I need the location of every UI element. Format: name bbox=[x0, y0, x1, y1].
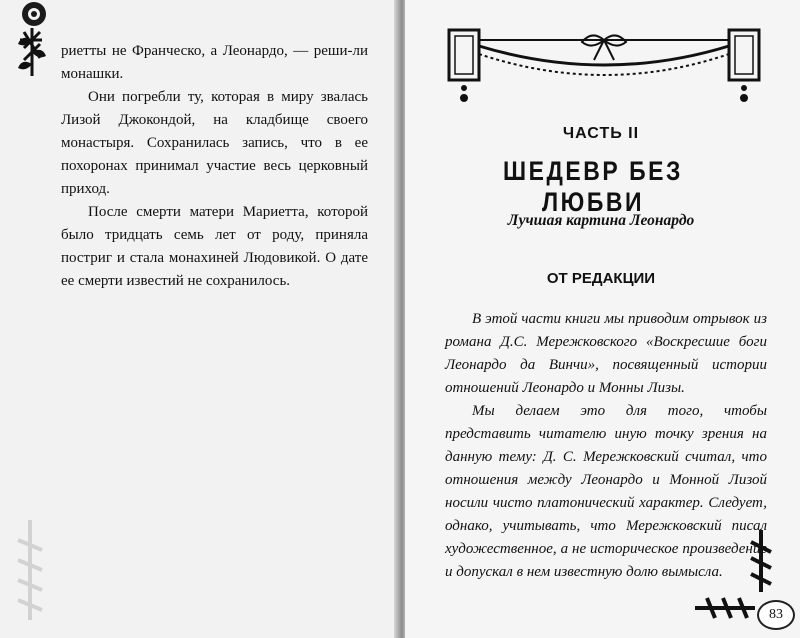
fern-ghost-icon bbox=[10, 520, 50, 620]
page-number: 83 bbox=[757, 600, 795, 630]
ribbon-garland-icon bbox=[445, 26, 763, 116]
left-paragraph: После смерти матери Мариетта, которой было тридцать семь лет от роду, приняла постриг и стала монахиней Людовикой. О дате ее смерти известий не сохранилось. bbox=[61, 204, 368, 289]
left-page-text bbox=[61, 40, 368, 293]
right-paragraph: Мы делаем это для того, чтобы представить читателю иную точку зрения на данную тему: Д. С. Мережковский считал, что отношения между Леонардо и Монной Лизой носили чисто платонический характер. Следует, однако, учитывать, что Мережковский писал художественное, а не историческое произведение и допускал в нем известную долю вымысла. bbox=[445, 403, 767, 580]
right-paragraph: В этой части книги мы приводим отрывок из романа Д.С. Мережковского «Воскресшие боги Леонардо да Винчи», посвященный истории отношений Леонардо и Монны Лизы. bbox=[445, 311, 767, 396]
chapter-subtitle: Лучшая картина Леонардо bbox=[507, 212, 695, 229]
chapter-title: ШЕДЕВР БЕЗ ЛЮБВИ bbox=[503, 156, 683, 217]
left-paragraph: Они погребли ту, которая в миру звалась Лизой Джокондой, на кладбище своего монастыря. Сохранилась запись, что в ее похоронах принимал участие весь церковный приход. bbox=[61, 89, 368, 197]
floral-corner-icon bbox=[12, 0, 60, 80]
left-paragraph: риетты не Франческо, а Леонардо, — реши-ли монашки. bbox=[61, 43, 368, 82]
right-page-text bbox=[445, 308, 767, 584]
part-label: ЧАСТЬ II bbox=[562, 125, 640, 142]
section-heading: ОТ РЕДАКЦИИ bbox=[546, 270, 656, 287]
